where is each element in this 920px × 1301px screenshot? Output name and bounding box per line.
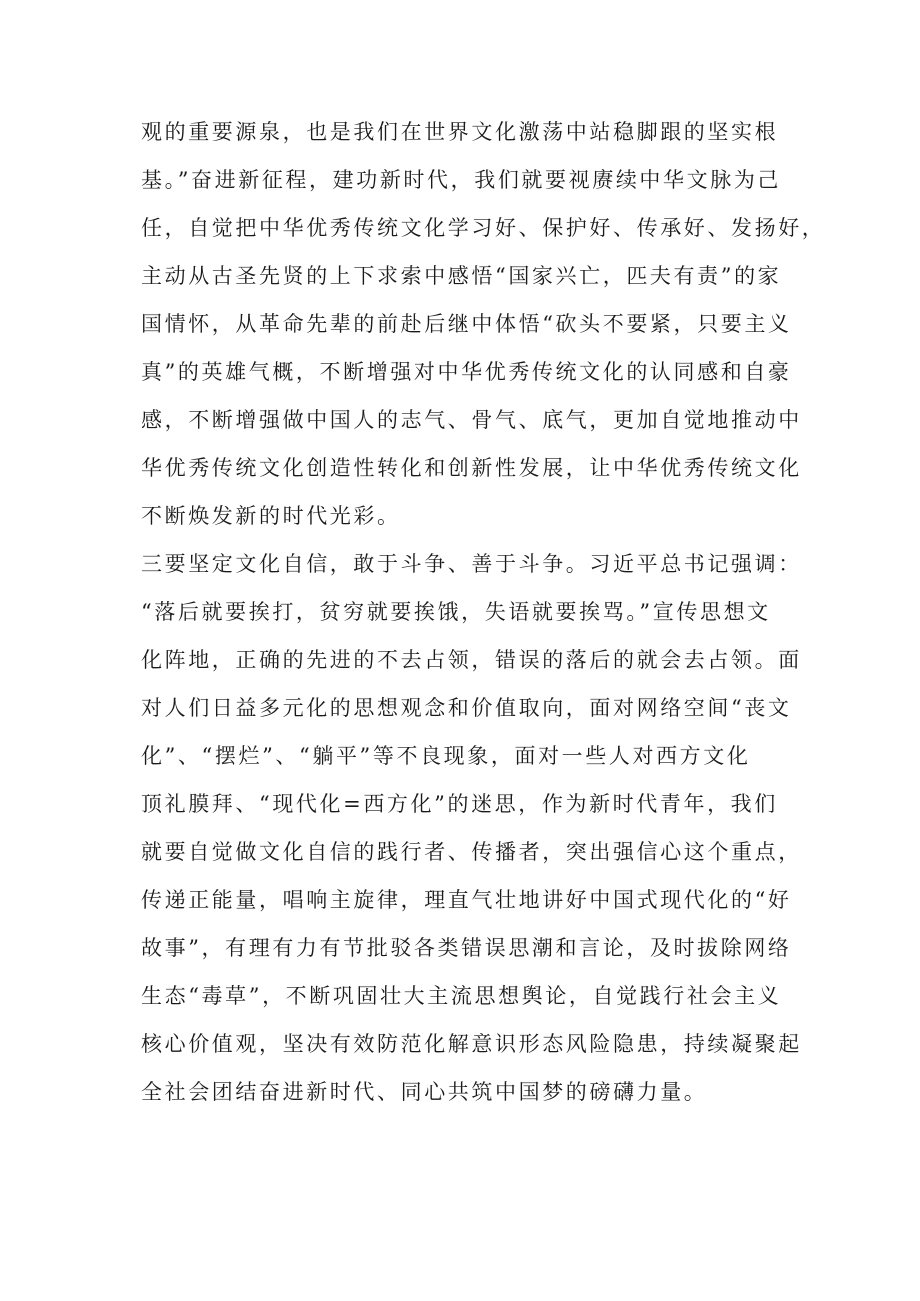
text-line-9: 不断焕发新的时代光彩。 [141, 504, 401, 528]
text-line-11: “落后就要挨打，贫穷就要挨饿，失语就要挨骂。”宣传思想文 [141, 600, 771, 624]
text-line-18: 故事”，有理有力有节批驳各类错误思潮和言论，及时拔除网络 [141, 936, 792, 960]
text-line-14: 化”、“摆烂”、“躺平”等不良现象，面对一些人对西方文化 [141, 744, 751, 768]
text-line-4: 主动从古圣先贤的上下求索中感悟“国家兴亡，匹夫有责”的家 [141, 264, 782, 288]
text-line-7: 感，不断增强做中国人的志气、骨气、底气，更加自觉地推动中 [141, 408, 802, 432]
text-line-16: 就要自觉做文化自信的践行者、传播者，突出强信心这个重点， [141, 840, 802, 864]
text-line-21: 全社会团结奋进新时代、同心共筑中国梦的磅礴力量。 [141, 1080, 708, 1104]
text-line-2: 基。”奋进新征程，建功新时代，我们就要视赓续中华文脉为己 [141, 168, 782, 192]
text-line-17: 传递正能量，唱响主旋律，理直气壮地讲好中国式现代化的“好 [141, 888, 792, 912]
text-line-10: 三要坚定文化自信，敢于斗争、善于斗争。习近平总书记强调： [141, 552, 802, 576]
text-line-8: 华优秀传统文化创造性转化和创新性发展，让中华优秀传统文化 [141, 456, 802, 480]
text-line-15: 顶礼膜拜、“现代化=西方化”的迷思，作为新时代青年，我们 [141, 792, 778, 816]
text-line-19: 生态“毒草”，不断巩固壮大主流思想舆论，自觉践行社会主义 [141, 984, 782, 1008]
text-line-6: 真”的英雄气概，不断增强对中华优秀传统文化的认同感和自豪 [141, 360, 792, 384]
text-line-12: 化阵地，正确的先进的不去占领，错误的落后的就会去占领。面 [141, 648, 802, 672]
text-line-5: 国情怀，从革命先辈的前赴后继中体悟“砍头不要紧，只要主义 [141, 312, 792, 336]
text-line-13: 对人们日益多元化的思想观念和价值取向，面对网络空间“丧文 [141, 696, 792, 720]
text-line-3: 任，自觉把中华优秀传统文化学习好、保护好、传承好、发扬好， [141, 216, 826, 240]
text-line-20: 核心价值观，坚决有效防范化解意识形态风险隐患，持续凝聚起 [141, 1032, 802, 1056]
document-body [141, 108, 841, 1116]
text-line-1: 观的重要源泉，也是我们在世界文化激荡中站稳脚跟的坚实根 [141, 120, 779, 144]
